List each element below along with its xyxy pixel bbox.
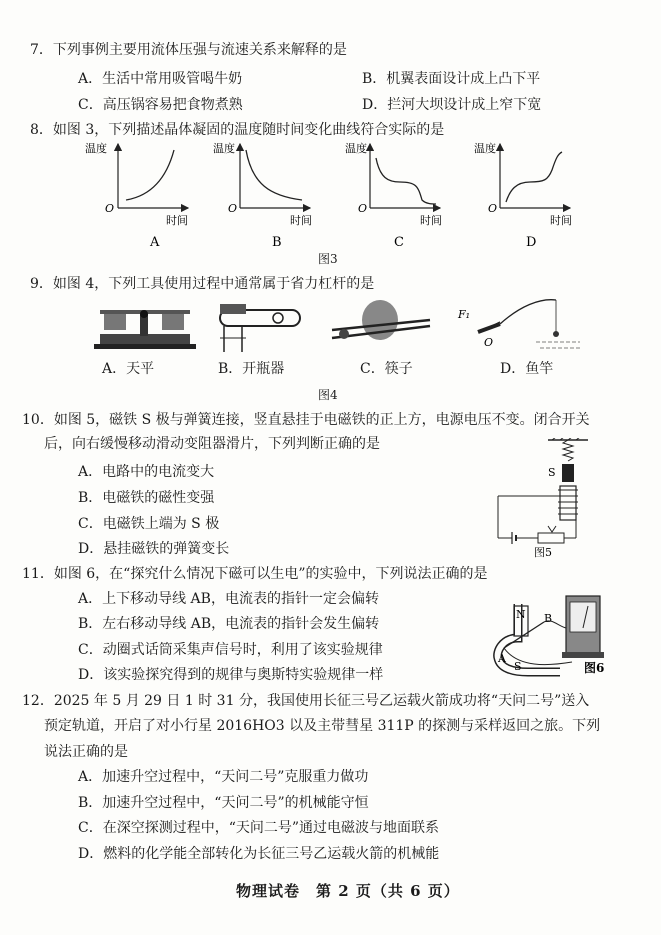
q12-option-c: C．在深空探测过程中，“天问二号”通过电磁波与地面联系	[78, 820, 440, 836]
q12-option-a: A．加速升空过程中，“天问二号”克服重力做功	[78, 769, 369, 785]
graph-c-origin: O	[358, 202, 368, 215]
q7-option-b: B．机翼表面设计成上凸下平	[362, 71, 541, 87]
figure-3-temperature-graphs	[70, 140, 630, 268]
graph-a-letter: A	[150, 235, 160, 250]
figure-4-caption: 图4	[318, 388, 338, 402]
q9-stem: 9．如图 4，下列工具使用过程中通常属于省力杠杆的是	[30, 276, 375, 292]
q12-stem-line2: 预定轨道，开启了对小行星 2016HO3 以及主带彗星 311P 的探测与采样返回之旅。下列	[44, 718, 601, 734]
balance-illustration	[94, 310, 196, 349]
q11-option-a: A．上下移动导线 AB，电流表的指针一定会偏转	[78, 591, 379, 607]
figure-6-n-label: N	[516, 608, 526, 621]
q10-stem-line1: 10．如图 5，磁铁 S 极与弹簧连接，竖直悬挂于电磁铁的正上方，电源电压不变。闭合开关	[22, 412, 590, 428]
fishing-rod-o-label: O	[484, 336, 494, 349]
graph-d	[474, 141, 572, 250]
q8-stem: 8．如图 3，下列描述晶体凝固的温度随时间变化曲线符合实际的是	[30, 122, 445, 138]
graph-c-letter: C	[394, 235, 404, 250]
page-footer: 物理试卷 第 2 页（共 6 页）	[236, 882, 460, 900]
fishing-rod-illustration	[457, 300, 580, 349]
graph-a-origin: O	[105, 202, 115, 215]
fishing-rod-f1-label: F₁	[458, 308, 471, 321]
q9-option-c: C．筷子	[360, 361, 413, 377]
q11-option-d: D．该实验探究得到的规律与奥斯特实验规律一样	[78, 667, 384, 683]
q10-option-a: A．电路中的电流变大	[78, 464, 215, 480]
figure-6-b-label: B	[544, 612, 553, 625]
figure-5-circuit	[488, 438, 598, 560]
q12-option-d: D．燃料的化学能全部转化为长征三号乙运载火箭的机械能	[78, 846, 440, 862]
graph-d-y-label: 温度	[474, 142, 496, 155]
graph-c	[345, 141, 442, 250]
chopsticks-illustration	[332, 300, 430, 340]
graph-a-y-label: 温度	[85, 142, 107, 155]
q9-option-a: A．天平	[102, 361, 155, 377]
q10-option-b: B．电磁铁的磁性变强	[78, 490, 215, 506]
graph-b-x-label: 时间	[290, 214, 312, 227]
figure-6-a-label: A	[498, 652, 506, 665]
q10-stem-line2: 后，向右缓慢移动滑动变阻器滑片，下列判断正确的是	[44, 436, 380, 452]
q10-option-d: D．悬挂磁铁的弹簧变长	[78, 541, 230, 557]
figure-6-induction-setup	[488, 592, 613, 684]
graph-b-letter: B	[272, 235, 282, 250]
graph-b-origin: O	[228, 202, 238, 215]
graph-d-origin: O	[488, 202, 498, 215]
graph-d-x-label: 时间	[550, 214, 572, 227]
q7-option-d: D．拦河大坝设计成上窄下宽	[362, 97, 542, 113]
q7-option-a: A．生活中常用吸管喝牛奶	[78, 71, 243, 87]
q9-option-b: B．开瓶器	[218, 361, 285, 377]
figure-5-caption: 图5	[534, 546, 552, 559]
figure-3-caption: 图3	[318, 252, 338, 266]
q9-option-d: D．鱼竿	[500, 361, 554, 377]
q12-stem-line1: 12．2025 年 5 月 29 日 1 时 31 分，我国使用长征三号乙运载火箭成功将“天问二号”送入	[22, 693, 590, 709]
q10-option-c: C．电磁铁上端为 S 极	[78, 516, 220, 532]
figure-6-s-label: S	[514, 660, 522, 673]
q7-stem: 7．下列事例主要用流体压强与流速关系来解释的是	[30, 42, 347, 58]
graph-c-y-label: 温度	[345, 142, 367, 155]
q11-stem: 11．如图 6，在“探究什么情况下磁可以生电”的实验中，下列说法正确的是	[22, 566, 488, 582]
graph-b	[213, 141, 312, 250]
q11-option-b: B．左右移动导线 AB，电流表的指针会发生偏转	[78, 616, 380, 632]
q7-option-c: C．高压锅容易把食物煮熟	[78, 97, 243, 113]
graph-a	[85, 141, 188, 250]
graph-b-y-label: 温度	[213, 142, 235, 155]
figure-5-s-label: S	[548, 466, 556, 479]
graph-c-x-label: 时间	[420, 214, 442, 227]
figure-4-tools	[70, 296, 630, 356]
q12-stem-line3: 说法正确的是	[44, 744, 128, 760]
figure-6-caption: 图6	[584, 661, 605, 675]
graph-d-letter: D	[526, 235, 537, 250]
bottle-opener-illustration	[220, 304, 300, 352]
q12-option-b: B．加速升空过程中，“天问二号”的机械能守恒	[78, 795, 369, 811]
q11-option-c: C．动圈式话筒采集声信号时，利用了该实验规律	[78, 642, 383, 658]
graph-a-x-label: 时间	[166, 214, 188, 227]
